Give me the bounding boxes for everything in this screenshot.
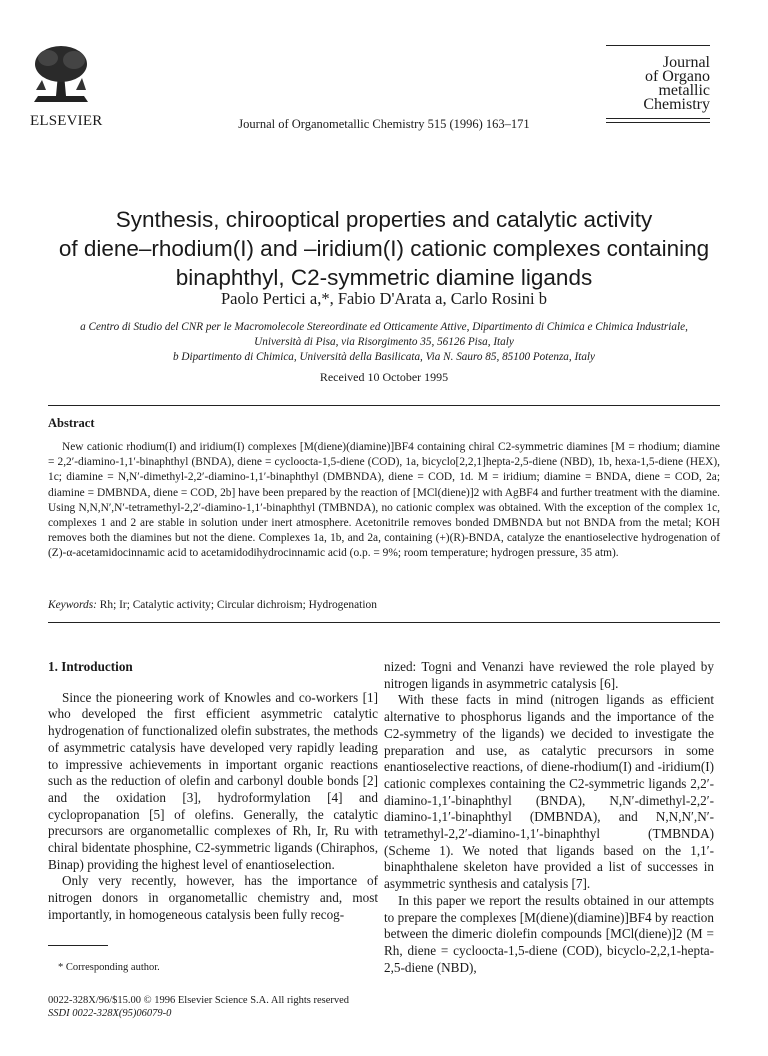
affiliation-line: b Dipartimento di Chimica, Università della Basilicata, Via N. Sauro 85, 85100 Potenza, Italy [173,351,595,363]
title-line: binaphthyl, C2-symmetric diamine ligands [175,265,593,290]
keywords-text: Rh; Ir; Catalytic activity; Circular dichroism; Hydrogenation [99,599,377,611]
paragraph: nized: Togni and Venanzi have reviewed the role played by nitrogen ligands in asymmetric catalysis [6]. [384,659,714,691]
issn-block [48,994,349,1020]
journal-logo-line: of Organo [644,68,710,85]
paragraph: Since the pioneering work of Knowles and co-workers [1] who developed the first efficient asymmetric catalytic hydrogenation of functionalized olefin substrates, the methods of asymmetric catalysis have developed very rapidly leading to impressive achievements in important organic reactions such as the reduction of olefin and carbonyl double bonds [2] and the oxidation [3], hydroformylation [4] and cyclopropanation [5] of olefins. Generally, the catalytic precursors are organometallic complexes of Rh, Ir, Ru with chiral bidentate phosphine, C2-symmetric ligands (Chiraphos, Binap) providing the highest level of enantioselection. [48,689,378,872]
publisher-name: ELSEVIER [30,113,103,129]
issn-line: 0022-328X/96/$15.00 © 1996 Elsevier Science S.A. All rights reserved [48,995,350,1006]
keywords [48,599,720,611]
section-heading: 1. Introduction [48,659,133,674]
paper-title [40,205,728,292]
right-column [384,659,714,976]
left-column [48,659,378,924]
journal-logo-line: metallic [658,82,710,99]
abstract-bottom-rule [48,622,720,623]
title-line: Synthesis, chirooptical properties and catalytic activity [115,207,653,232]
abstract-text: New cationic rhodium(I) and iridium(I) complexes [M(diene)(diamine)]BF4 containing chiral C2-symmetric diamines [M = rhodium; diamine = 2,2′-diamino-1,1′-binaphthyl (BNDA), diene = cycloocta-1,5-diene (COD), 1a, bicyclo[2,2,1]hepta-2,5-diene (NBD), 1b, hexa-1,5-diene (HEX), 1c; diamine = N,N′-dimethyl-2,2′-diamino-1,1′-binaphthyl (DMBNDA), diene = COD, 1d. M = iridium; diamine = BNDA, diene = COD, 2a; diamine = DMBNDA, diene = COD, 2b] have been prepared by the reaction of [MCl(diene)]2 with AgBF4 and further treatment with the diamine. Using N,N,N′,N′-tetramethyl-2,2′-diamino-1,1′-binaphthyl (TMBNDA), no cationic complex was obtained. With the exception of the complex 1c, complexes 1 and 2 are stable in solution under inert atmosphere. Acetonitrile removes bonded DMBNDA but not BNDA from the metal; KOH removes both the diamines but not the diene. Complexes 1a, 1b, and 2a, containing (+)(R)-BNDA, catalyze the enantioselective hydrogenation of (Z)-α-acetamidocinnamic acid to acetamidodihydrocinnamic acid (o.p. = 9%; room temperature; hydrogen pressure, 35 atm). [48,441,720,560]
paragraph: Only very recently, however, has the importance of nitrogen donors in organometallic chemistry and, most importantly, in homogeneous catalysis been fully recog- [48,873,378,922]
footnote-rule [48,945,108,946]
affiliation-line: a Centro di Studio del CNR per le Macromolecole Stereordinate ed Otticamente Attive, Dipartimento di Chimica e Chimica Industriale, [80,321,688,333]
journal-logo-line: Chemistry [643,96,710,113]
ssdi-line: SSDI 0022-328X(95)06079-0 [48,1008,172,1019]
abstract-heading: Abstract [48,416,95,430]
abstract-top-rule [48,405,720,406]
logo-top-rule [606,45,710,46]
affiliation-line: Università di Pisa, via Risorgimento 35, 56126 Pisa, Italy [254,336,514,348]
affiliations [40,320,728,365]
elsevier-logo [26,44,96,108]
paragraph: With these facts in mind (nitrogen ligands as efficient alternative to phosphorus ligands and the importance of the C2-symmetry of the ligands) we decided to investigate the preparation and use, as catalytic precursors in some enantioselective reactions, of diene-rhodium(I) and -iridium(I) cationic complexes containing the C2-symmetric ligands 2,2′-diamino-1,1′-binaphthyl (BNDA), N,N′-dimethyl-2,2′-diamino-1,1′-binaphthyl (DMBNDA), and N,N,N′,N′-tetramethyl-2,2′-diamino-1,1′-binaphthyl (TMBNDA) (Scheme 1). We noted that ligands based on the 1,1′-binaphthalene skeleton have provided a list of successes in asymmetric synthesis and catalysis [7]. [384,692,714,892]
keywords-label: Keywords: [48,599,97,611]
journal-reference: Journal of Organometallic Chemistry 515 (1996) 163–171 [238,117,530,131]
paragraph: In this paper we report the results obtained in our attempts to prepare the complexes [M(diene)(diamine)]BF4 by reaction between the dimeric diolefin compounds [MCl(diene)]2 (M = Rh, diene = cycloocta-1,5-diene (COD), bicyclo-2,2,1-hepta-2,5-diene (NBD), [384,892,714,975]
title-line: of diene–rhodium(I) and –iridium(I) cationic complexes containing [58,236,710,261]
logo-bottom-rule [606,118,710,119]
journal-logo [600,56,710,112]
footnote: * Corresponding author. [58,962,160,973]
journal-logo-line: Journal [662,54,710,71]
received-date: Received 10 October 1995 [319,370,449,384]
logo-bottom-rule-2 [606,122,710,123]
author-list: Paolo Pertici a,*, Fabio D'Arata a, Carlo Rosini b [220,289,548,308]
